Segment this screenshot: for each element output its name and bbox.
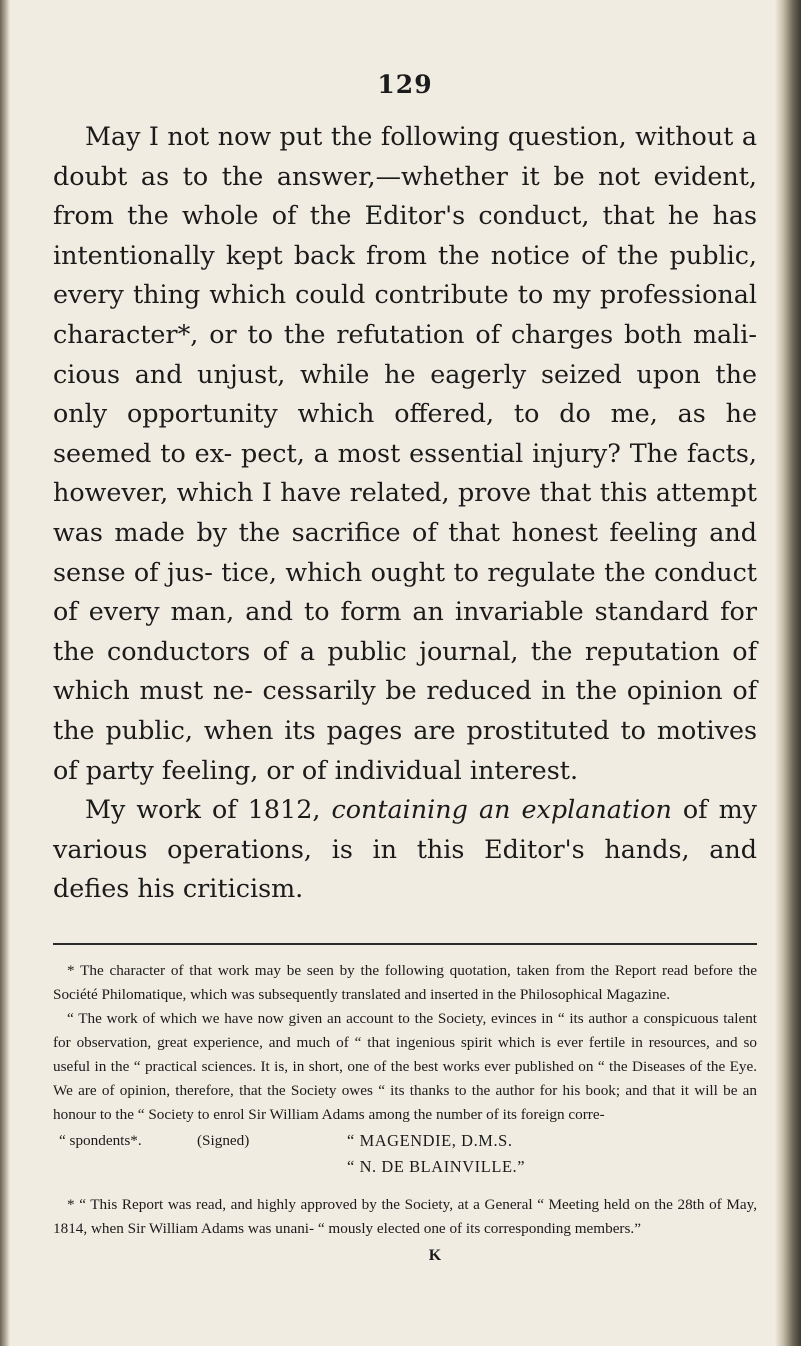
line: a doubt as to the answer,—whether it be not evident, (53, 121, 757, 191)
line: of my (671, 794, 758, 825)
line: pect, a most essential injury? The facts, however, (53, 437, 757, 508)
quote-end: “ spondents*. (59, 1131, 142, 1149)
footnote-intro (53, 959, 757, 1007)
line: translated and inserted in the Philosophical Magazine. (341, 985, 671, 1003)
line: “ its author a conspicuous talent for observation, great experience, and much of (53, 1009, 758, 1051)
line: cessarily be reduced in the opinion of the public, when (53, 675, 758, 745)
printer-signature-mark: K (428, 1246, 442, 1264)
line: character*, or to the refutation of charges both mali- (53, 318, 757, 349)
main-text (53, 117, 757, 909)
line: intentionally kept back from the notice of the public, (53, 239, 757, 270)
line: “ The work of which we have now given an account to the Society, evinces in (67, 1009, 554, 1027)
line: tice, which ought to regulate the conduct of every man, (53, 556, 757, 627)
line: “ Meeting held on the 28th of May, 1814, when Sir William Adams was unani- (53, 1195, 757, 1237)
line: “ the Diseases of the Eye. We are of opinion, therefore, that the Society owes (53, 1057, 758, 1099)
line: “ its thanks to the author for his book; and that it will be an honour to the (53, 1081, 758, 1123)
line: opportunity which offered, to do me, as he seemed to ex- (53, 398, 757, 468)
signed-label: (Signed) (197, 1131, 250, 1149)
signature-row-2 (53, 1155, 757, 1179)
line: “ Society to enrol Sir William Adams among the number of its foreign corre- (137, 1105, 605, 1123)
footnote-quote (53, 1007, 757, 1127)
paragraph-2 (53, 790, 757, 909)
line: every thing which could contribute to my professional (53, 279, 757, 310)
page-left-shadow (0, 0, 10, 1346)
line: by the sacrifice of that honest feeling and sense of jus- (53, 516, 757, 587)
line: cious and unjust, while he eagerly seized upon the only (53, 358, 757, 429)
italic-phrase: containing an explanation (331, 794, 672, 825)
line: May I not now put the following question, without (85, 121, 734, 151)
line: from the whole of the Editor's conduct, that he has (53, 200, 757, 231)
signatory-2: “ N. DE BLAINVILLE.” (347, 1156, 526, 1176)
line: * “ This Report was read, and highly approved by the Society, at a General (67, 1195, 533, 1213)
line: his criticism. (137, 873, 304, 904)
signatory-1: “ MAGENDIE, D.M.S. (347, 1130, 513, 1150)
line: My work of 1812, (85, 794, 332, 825)
sub-footnote (53, 1193, 757, 1241)
footnote-divider (53, 943, 757, 945)
line: of individual interest. (301, 754, 579, 785)
line: from the Report read before the Société Philomatique, which was subsequently (53, 961, 758, 1003)
line: of a public journal, the reputation of which must ne- (53, 635, 757, 706)
line: “ practical sciences. It is, in short, one of the best works ever published on (133, 1057, 594, 1075)
footnotes (53, 959, 757, 1265)
book-spine-edge (775, 0, 801, 1346)
page-number: 129 (377, 70, 433, 99)
signature-row (53, 1129, 757, 1153)
line: “ that ingenious spirit which is ever fertile in resources, and so useful in the (53, 1033, 758, 1075)
paragraph-1 (53, 117, 757, 790)
line: its pages are prostituted to motives of party feeling, or (53, 714, 757, 785)
book-page (53, 70, 757, 1265)
line: various operations, is in this Editor's hands, and defies (53, 833, 757, 904)
line: which I have related, prove that this attempt was made (53, 477, 757, 547)
line: “ mously elected one of its corresponding members.” (317, 1219, 641, 1237)
line: and to form an invariable standard for the conductors (53, 596, 757, 666)
line: * The character of that work may be seen by the following quotation, taken (67, 961, 550, 979)
